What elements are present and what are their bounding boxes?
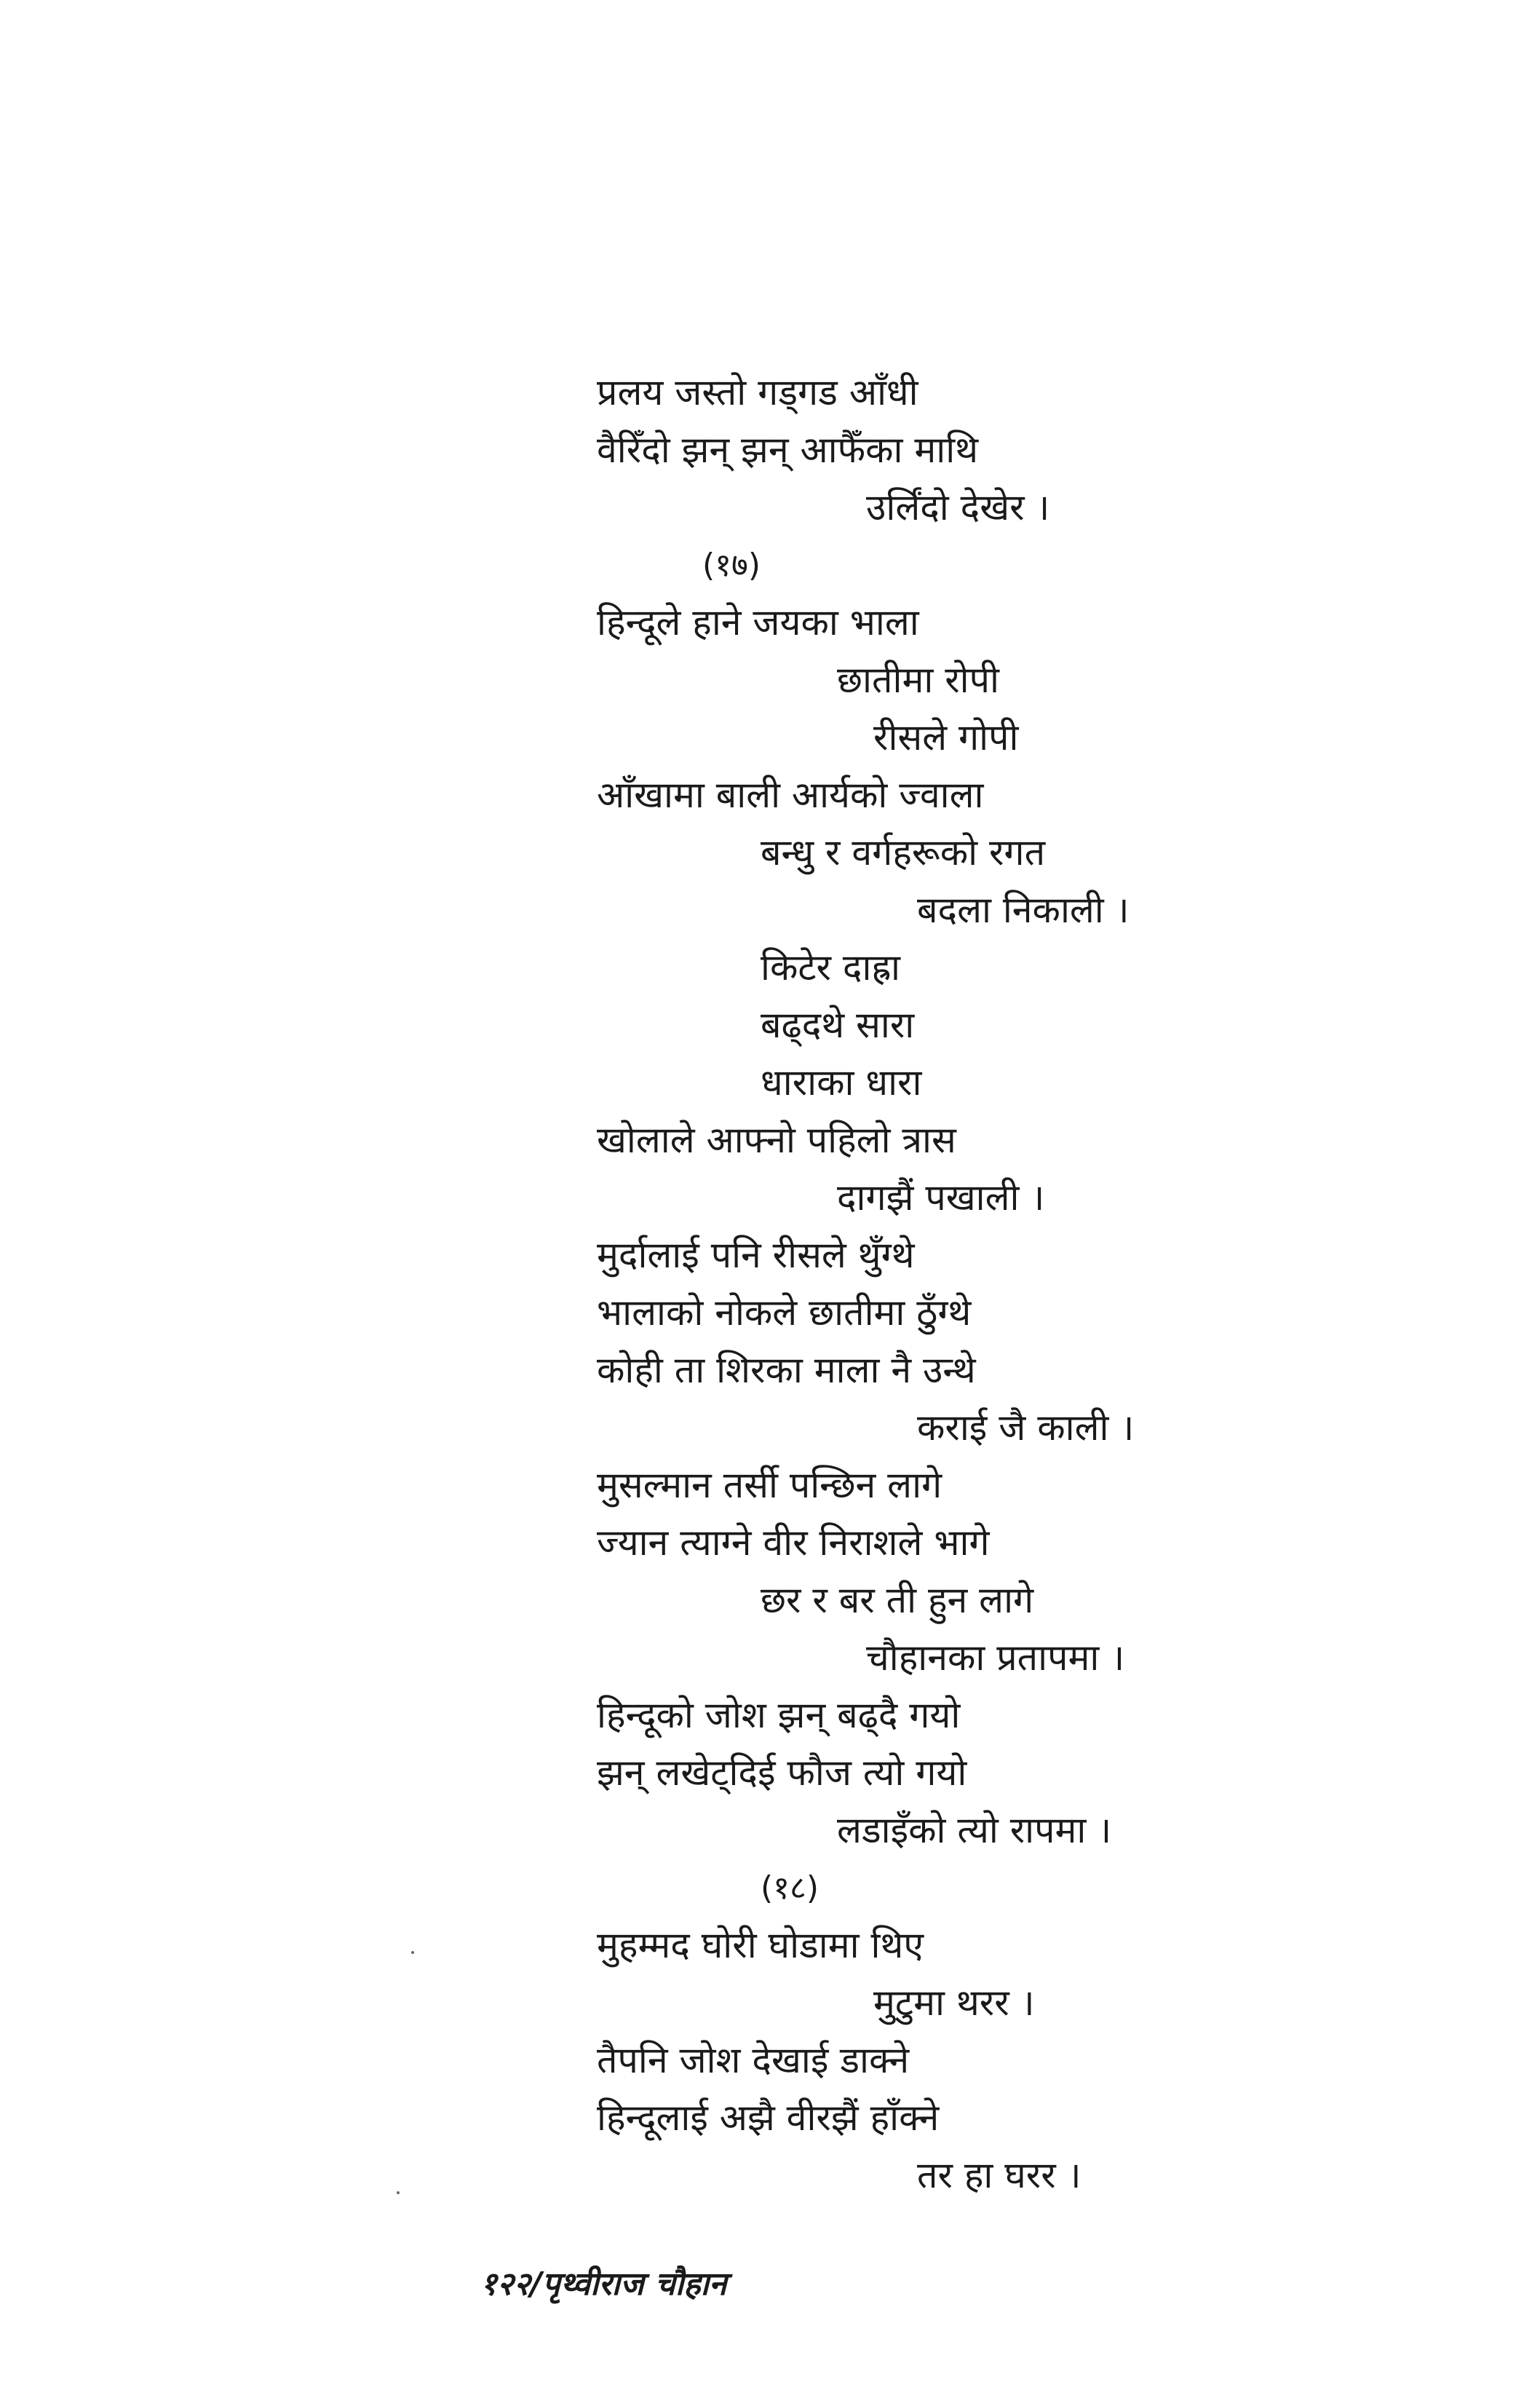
poem-line: कराई जै काली । bbox=[917, 1406, 1135, 1449]
poem-line: किटेर दाह्रा bbox=[761, 946, 900, 989]
poem-line: लडाइँको त्यो रापमा । bbox=[837, 1809, 1112, 1851]
poem-block bbox=[597, 364, 1470, 2204]
poem-line: बदला निकाली । bbox=[917, 889, 1130, 931]
poem-line: उर्लिंदो देखेर । bbox=[866, 486, 1050, 529]
poem-line: कोही ता शिरका माला नै उन्थे bbox=[597, 1349, 976, 1391]
poem-line: वैरिँदो झन् झन् आफैँका माथि bbox=[597, 429, 979, 471]
poem-line: धाराका धारा bbox=[761, 1061, 922, 1104]
scan-speck bbox=[397, 2191, 400, 2194]
poem-line: आँखामा बाली आर्यको ज्वाला bbox=[597, 774, 984, 816]
poem-line: बढ्दथे सारा bbox=[761, 1004, 915, 1046]
poem-line: झन् लखेट्दिई फौज त्यो गयो bbox=[597, 1752, 967, 1794]
poem-line: प्रलय जस्तो गड्गड आँधी bbox=[597, 371, 918, 413]
poem-line: मुहम्मद घोरी घोडामा थिए bbox=[597, 1924, 924, 1966]
poem-line: ज्यान त्याग्ने वीर निराशले भागे bbox=[597, 1521, 990, 1564]
poem-line: रीसले गोपी bbox=[873, 716, 1019, 759]
poem-line: चौहानका प्रतापमा । bbox=[866, 1637, 1125, 1679]
poem-line: बन्धु र वर्गहरूको रगत bbox=[761, 831, 1046, 874]
poem-line: दागझैं पखाली । bbox=[837, 1176, 1045, 1219]
page-footer: १२२/पृथ्वीराज चौहान bbox=[480, 2266, 727, 2303]
poem-line: हिन्दूले हाने जयका भाला bbox=[597, 601, 919, 644]
poem-line: हिन्दूको जोश झन् बढ्दै गयो bbox=[597, 1694, 961, 1736]
poem-line: हिन्दूलाई अझै वीरझैं हाँक्ने bbox=[597, 2097, 940, 2139]
poem-line: मुर्दालाई पनि रीसले थुँग्थे bbox=[597, 1234, 915, 1276]
poem-line: मुटुमा थरर । bbox=[873, 1982, 1035, 2024]
poem-line: तर हा घरर । bbox=[917, 2154, 1081, 2196]
scan-speck bbox=[411, 1951, 414, 1954]
stanza-number: (१८) bbox=[761, 1869, 819, 1907]
poem-line: छातीमा रोपी bbox=[837, 659, 999, 701]
poem-line: भालाको नोकले छातीमा ठुँग्थे bbox=[597, 1291, 972, 1334]
poem-line: तैपनि जोश देखाई डाक्ने bbox=[597, 2039, 910, 2081]
poem-line: छर र बर ती हुन लागे bbox=[761, 1579, 1034, 1621]
poem-line: खोलाले आफ्नो पहिलो त्रास bbox=[597, 1119, 956, 1161]
stanza-number: (१७) bbox=[702, 547, 761, 584]
poem-line: मुसल्मान तर्सी पन्छिन लागे bbox=[597, 1464, 942, 1506]
